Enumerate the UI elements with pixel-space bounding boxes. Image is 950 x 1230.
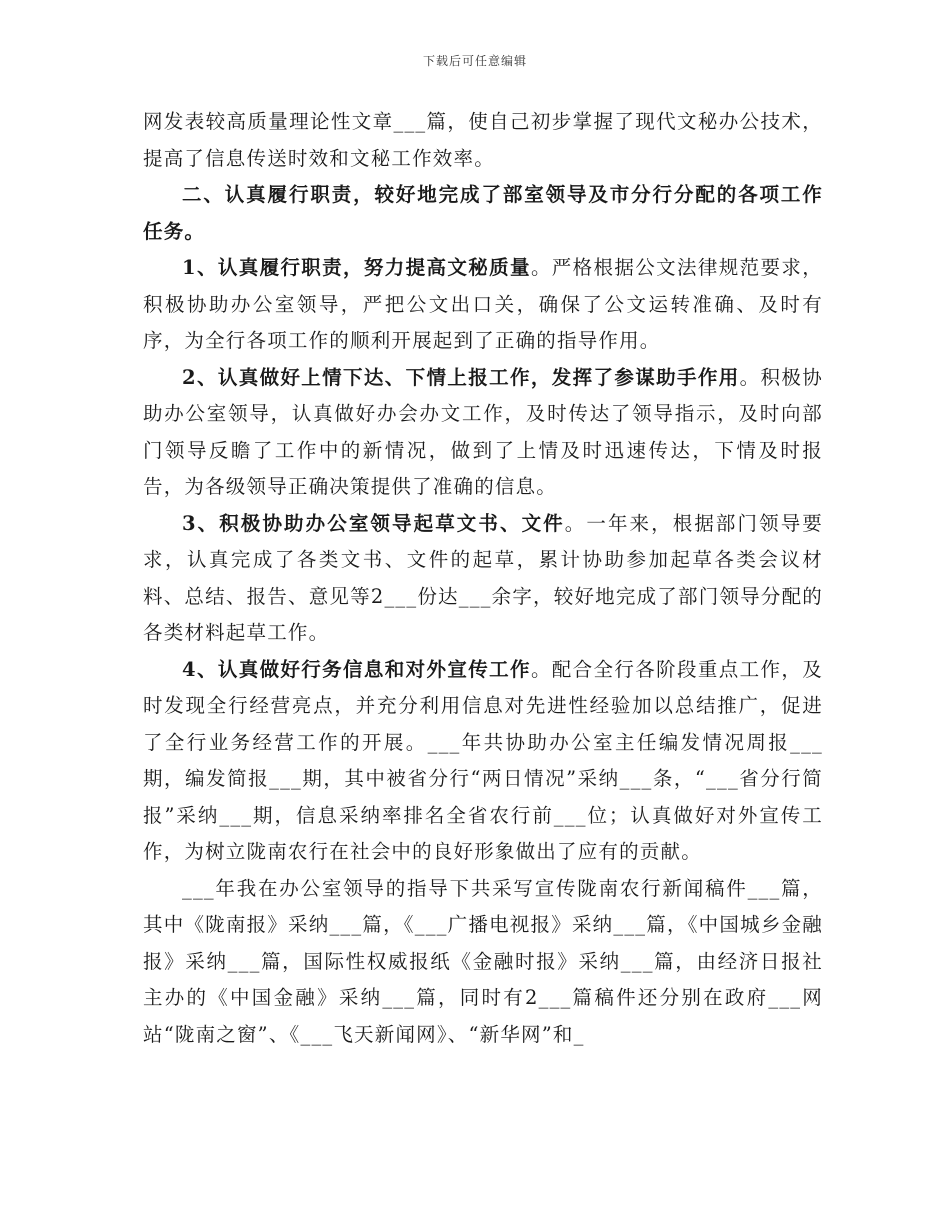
paragraph-item-3	[143, 506, 823, 652]
item-heading: 3、积极协助办公室领导起草文书、文件	[182, 511, 565, 535]
document-body	[143, 104, 823, 1053]
item-heading: 4、认真做好行务信息和对外宣传工作	[182, 657, 531, 681]
paragraph-item-4	[143, 652, 823, 871]
section-heading-text: 二、认真履行职责，较好地完成了部室领导及市分行分配的各项工作任务。	[143, 183, 823, 243]
item-heading: 2、认真做好上情下达、下情上报工作，发挥了参谋助手作用	[182, 365, 740, 389]
section-heading	[143, 177, 823, 250]
paragraph-text: 。配合全行各阶段重点工作，及时发现全行经营亮点，并充分利用信息对先进性经验加以总结推广，促进了全行业务经营工作的开展。___年共协助办公室主任编发情况周报___期，编发简报___期，其中被省分行“两日情况”采纳___条，“___省分行简报”采纳___期，信息采纳率排名全省农行前___位；认真做好对外宣传工作，为树立陇南农行在社会中的良好形象做出了应有的贡献。	[143, 657, 823, 863]
paragraph-text: 。积极协助办公室领导，认真做好办会办文工作，及时传达了领导指示，及时向部门领导反瞻了工作中的新情况，做到了上情及时迅速传达，下情及时报告，为各级领导正确决策提供了准确的信息。	[143, 365, 823, 498]
paragraph-text: ___年我在办公室领导的指导下共采写宣传陇南农行新闻稿件___篇，其中《陇南报》采纳___篇，《___广播电视报》采纳___篇，《中国城乡金融报》采纳___篇，国际性权威报纸《金融时报》采纳___篇，由经济日报社主办的《中国金融》采纳___篇，同时有2___篇稿件还分别在政府___网站“陇南之窗”、《___飞天新闻网》、“新华网”和_	[143, 876, 823, 1046]
paragraph-news	[143, 871, 823, 1054]
paragraph-text: 网发表较高质量理论性文章___篇，使自己初步掌握了现代文秘办公技术，提高了信息传送时效和文秘工作效率。	[143, 110, 823, 170]
paragraph-item-1	[143, 250, 823, 360]
page-header: 下载后可任意编辑	[422, 54, 527, 68]
item-heading: 1、认真履行职责，努力提高文秘质量	[182, 256, 531, 279]
paragraph-continuation	[143, 104, 823, 177]
paragraph-text: 。严格根据公文法律规范要求，积极协助办公室领导，严把公文出口关，确保了公文运转准确、及时有序，为全行各项工作的顺利开展起到了正确的指导作用。	[143, 256, 823, 352]
paragraph-text: 。一年来，根据部门领导要求，认真完成了各类文书、文件的起草，累计协助参加起草各类会议材料、总结、报告、意见等2___份达___余字，较好地完成了部门领导分配的各类材料起草工作。	[143, 511, 823, 644]
paragraph-item-2	[143, 360, 823, 506]
